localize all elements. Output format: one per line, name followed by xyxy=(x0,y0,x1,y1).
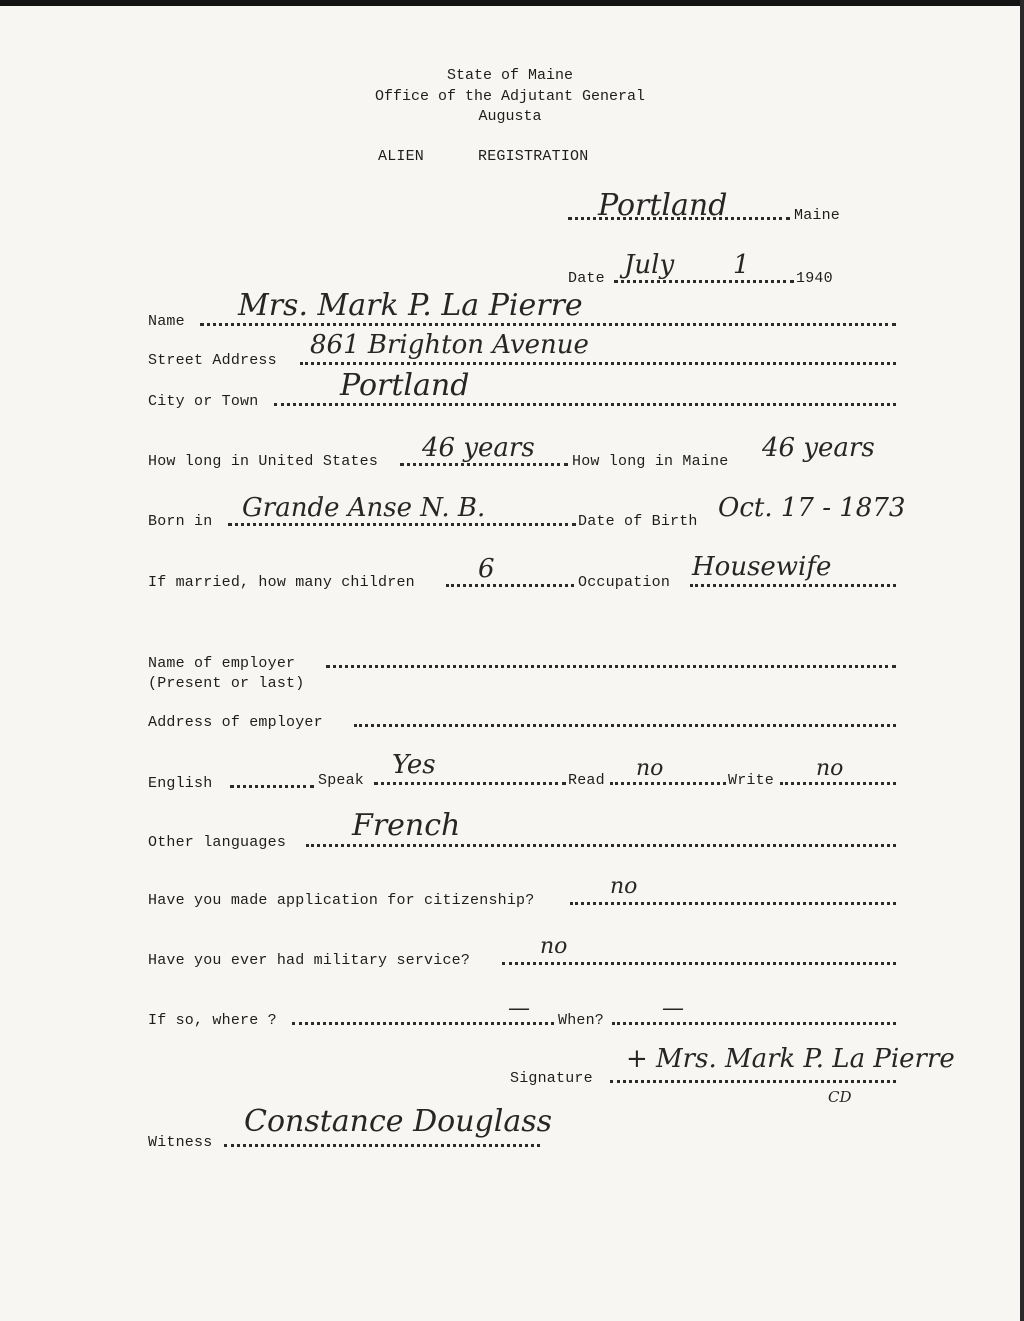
place-label: Maine xyxy=(794,207,841,224)
military-label: Have you ever had military service? xyxy=(148,952,471,969)
read-label: Read xyxy=(568,772,605,789)
name-value: Mrs. Mark P. La Pierre xyxy=(238,288,583,323)
employer-address-dots xyxy=(354,724,896,727)
when-label: When? xyxy=(558,1012,605,1029)
speak-dots xyxy=(374,782,566,785)
us-duration-label: How long in United States xyxy=(148,453,379,470)
born-dots xyxy=(228,523,576,526)
citizenship-value: no xyxy=(610,874,638,899)
scan-border-right xyxy=(1020,0,1024,1321)
speak-label: Speak xyxy=(318,772,365,789)
read-dots xyxy=(610,782,726,785)
city-label: City or Town xyxy=(148,393,259,410)
signature-initials: CD xyxy=(828,1088,852,1106)
employer-sub-label: (Present or last) xyxy=(148,675,305,692)
where-value: — xyxy=(508,996,530,1021)
write-dots xyxy=(780,782,896,785)
header-state: State of Maine xyxy=(446,67,574,84)
us-duration-value: 46 years xyxy=(422,433,535,463)
form-title-alien: ALIEN xyxy=(378,148,425,165)
occupation-label: Occupation xyxy=(578,574,671,591)
name-dots xyxy=(200,323,896,326)
place-handwritten: Portland xyxy=(598,188,728,223)
city-value: Portland xyxy=(340,368,470,403)
witness-label: Witness xyxy=(148,1134,213,1151)
street-label: Street Address xyxy=(148,352,277,369)
citizenship-label: Have you made application for citizenship? xyxy=(148,892,535,909)
form-title-registration: REGISTRATION xyxy=(478,148,589,165)
header-office: Office of the Adjutant General xyxy=(374,88,646,105)
witness-value: Constance Douglass xyxy=(244,1104,552,1139)
other-languages-dots xyxy=(306,844,896,847)
date-year: 1940 xyxy=(796,270,833,287)
maine-duration-label: How long in Maine xyxy=(572,453,729,470)
city-dots xyxy=(274,403,896,406)
name-label: Name xyxy=(148,313,185,330)
employer-label: Name of employer xyxy=(148,655,296,672)
street-dots xyxy=(300,362,896,365)
date-label: Date xyxy=(568,270,605,287)
born-value: Grande Anse N. B. xyxy=(242,493,486,523)
children-label: If married, how many children xyxy=(148,574,415,591)
military-value: no xyxy=(540,934,568,959)
scan-border-top xyxy=(0,0,1024,6)
maine-duration-value: 46 years xyxy=(762,433,875,463)
street-value: 861 Brighton Avenue xyxy=(310,330,589,360)
citizenship-dots xyxy=(570,902,896,905)
military-dots xyxy=(502,962,896,965)
dob-label: Date of Birth xyxy=(578,513,698,530)
witness-dots xyxy=(224,1144,540,1147)
read-value: no xyxy=(636,756,664,781)
employer-address-label: Address of employer xyxy=(148,714,323,731)
date-dots xyxy=(614,280,794,283)
children-dots xyxy=(446,584,574,587)
date-day: 1 xyxy=(733,250,750,280)
signature-dots xyxy=(610,1080,896,1083)
occupation-dots xyxy=(690,584,896,587)
where-dots xyxy=(292,1022,554,1025)
dob-value: Oct. 17 - 1873 xyxy=(718,493,906,523)
header-city: Augusta xyxy=(478,108,542,125)
born-label: Born in xyxy=(148,513,213,530)
employer-dots xyxy=(326,665,896,668)
other-languages-label: Other languages xyxy=(148,834,287,851)
us-duration-dots xyxy=(400,463,568,466)
english-label: English xyxy=(148,775,213,792)
speak-value: Yes xyxy=(392,750,436,780)
when-dots xyxy=(612,1022,896,1025)
signature-label: Signature xyxy=(510,1070,593,1087)
date-month: July xyxy=(624,250,675,280)
write-label: Write xyxy=(728,772,775,789)
signature-value: + Mrs. Mark P. La Pierre xyxy=(626,1044,955,1074)
other-languages-value: French xyxy=(352,808,461,843)
children-value: 6 xyxy=(478,554,495,584)
where-label: If so, where ? xyxy=(148,1012,277,1029)
when-value: — xyxy=(662,996,684,1021)
english-dots xyxy=(230,785,314,788)
write-value: no xyxy=(816,756,844,781)
occupation-value: Housewife xyxy=(692,552,832,582)
